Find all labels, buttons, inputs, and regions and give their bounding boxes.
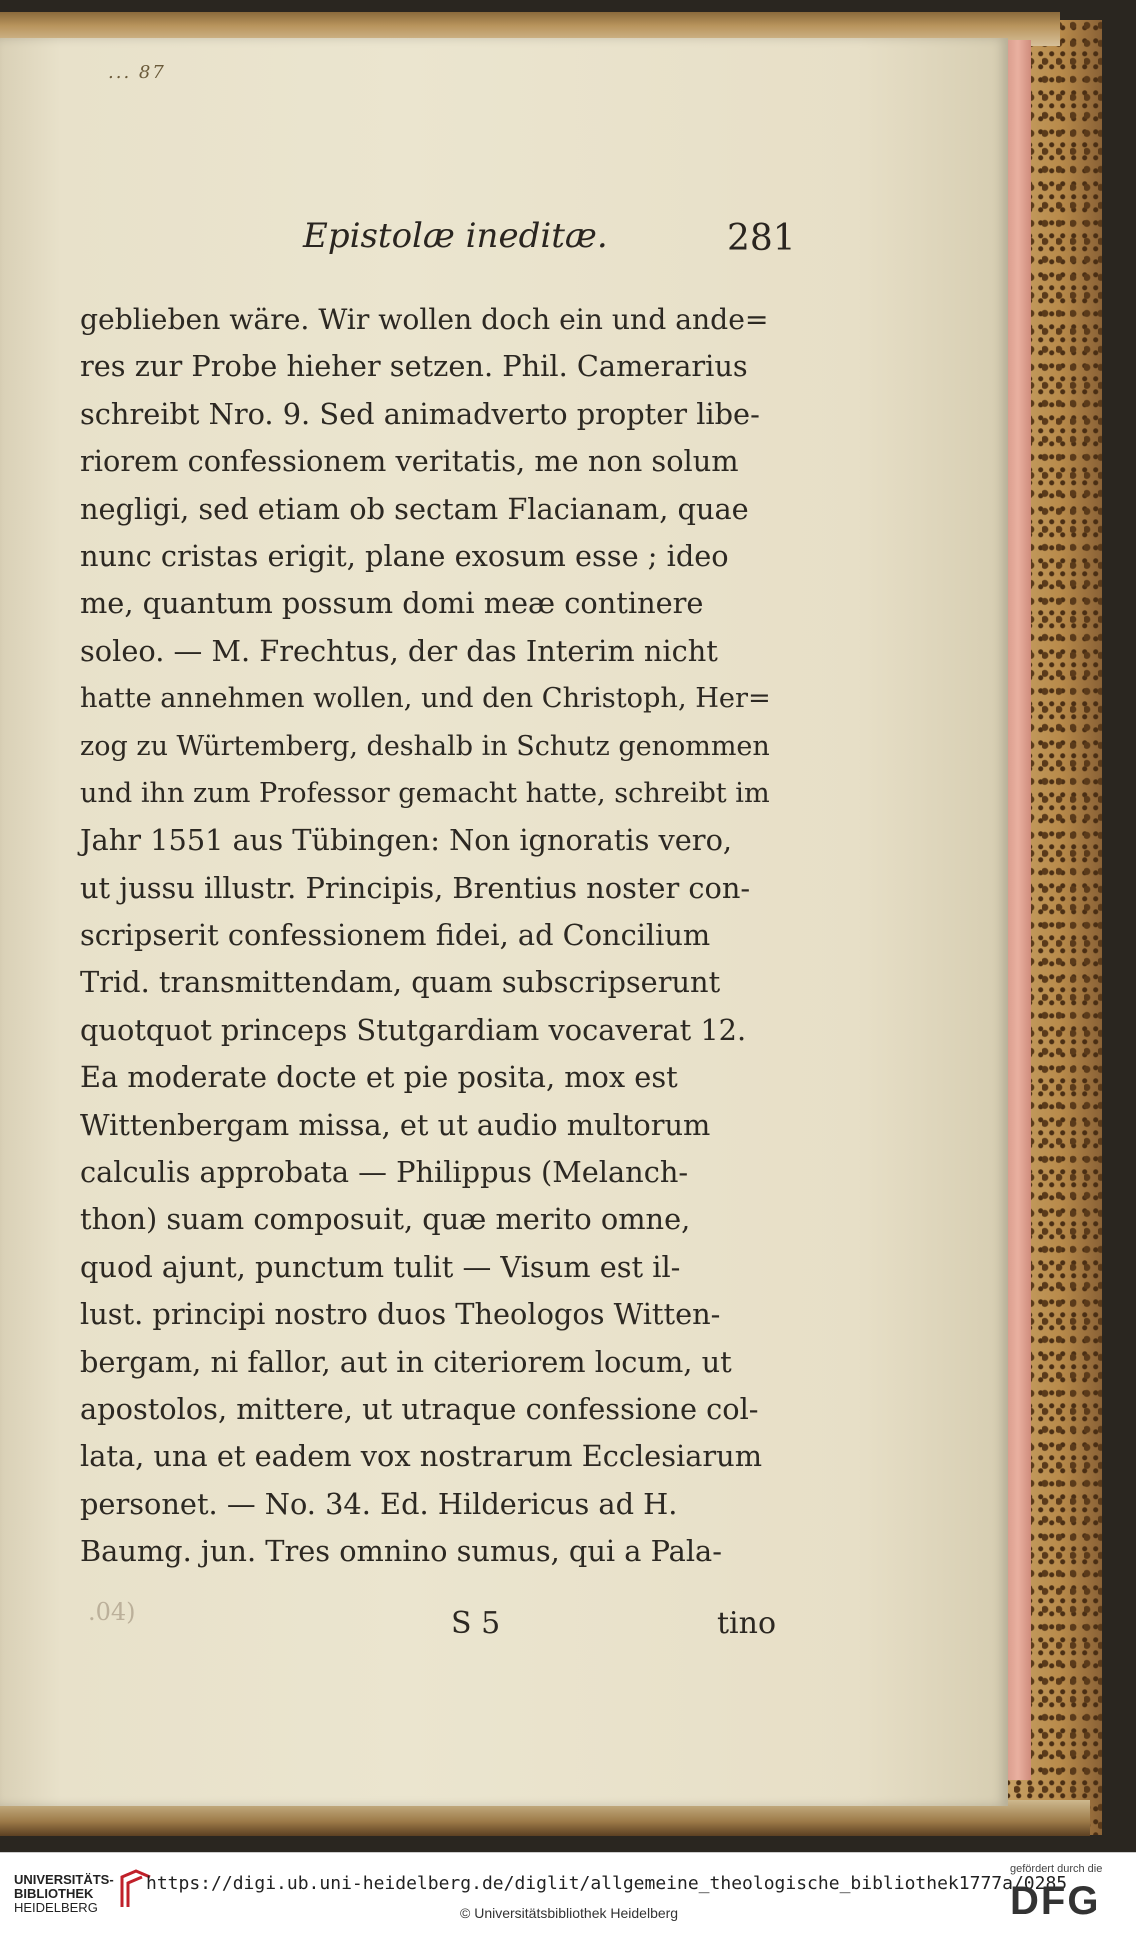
library-banner (0, 1852, 1136, 1934)
text-line: zog zu Würtemberg, deshalb in Schutz genommen (80, 730, 770, 762)
page-number: 281 (727, 218, 796, 259)
text-line: scripserit confessionem fidei, ad Concilium (80, 918, 711, 953)
text-line: quotquot princeps Stutgardiam vocaverat 12. (80, 1012, 747, 1047)
corner-note: ... 87 (108, 62, 166, 83)
text-line: calculis approbata — Philippus (Melanch- (80, 1155, 689, 1190)
body-text (80, 296, 800, 1576)
running-title: Epistolæ ineditæ. (303, 216, 608, 256)
text-line: lata, una et eadem vox nostrarum Ecclesiarum (80, 1439, 762, 1474)
permalink-url[interactable]: https://digi.ub.uni-heidelberg.de/diglit/allgemeine_theologische_bibliothek1777a/0285 (146, 1873, 1068, 1894)
text-line: Jahr 1551 aus Tübingen: Non ignoratis vero, (80, 823, 733, 858)
text-line: und ihn zum Professor gemacht hatte, schreibt im (80, 777, 770, 809)
uni-line-1: UNIVERSITÄTS- (14, 1872, 114, 1887)
text-line: quod ajunt, punctum tulit — Visum est il- (80, 1249, 681, 1284)
text-line: riorem confessionem veritatis, me non solum (80, 444, 739, 479)
text-line: negligi, sed etiam ob sectam Flacianam, quae (80, 491, 749, 526)
text-line: apostolos, mittere, ut utraque confessione col- (80, 1391, 759, 1426)
text-line: Trid. transmittendam, quam subscripserunt (80, 965, 721, 1000)
text-line: res zur Probe hieher setzen. Phil. Camerarius (80, 349, 748, 384)
copyright-notice: © Universitätsbibliothek Heidelberg (460, 1905, 679, 1921)
text-line: thon) suam composuit, quæ merito omne, (80, 1202, 691, 1237)
funded-by-label: gefördert durch die (1010, 1863, 1103, 1875)
faint-mark: .04) (88, 1598, 136, 1626)
book-page (0, 38, 1008, 1806)
text-line: hatte annehmen wollen, und den Christoph, Her= (80, 683, 771, 715)
text-line: schreibt Nro. 9. Sed animadverto propter libe- (80, 396, 760, 431)
uni-line-2: BIBLIOTHEK (14, 1886, 94, 1901)
text-line: nunc cristas erigit, plane exosum esse ; ideo (80, 538, 729, 573)
text-line: bergam, ni fallor, aut in citeriorem locum, ut (80, 1344, 732, 1379)
text-line: personet. — No. 34. Ed. Hildericus ad H. (80, 1486, 678, 1521)
uni-line-3: HEIDELBERG (14, 1900, 98, 1915)
text-line: me, quantum possum domi meæ continere (80, 586, 704, 621)
text-line: Ea moderate docte et pie posita, mox est (80, 1060, 678, 1095)
text-line: soleo. — M. Frechtus, der das Interim nicht (80, 633, 718, 668)
dfg-logo: DFG (1010, 1879, 1101, 1923)
text-line: geblieben wäre. Wir wollen doch ein und ande= (80, 303, 769, 336)
running-header (0, 178, 1008, 259)
red-page-edge (1005, 40, 1031, 1780)
text-line: Wittenbergam missa, et ut audio multorum (80, 1107, 711, 1142)
signature-mark: S 5 (451, 1606, 501, 1641)
text-line: lust. principi nostro duos Theologos Witten- (80, 1297, 721, 1332)
university-library-name (14, 1873, 114, 1915)
text-line: Baumg. jun. Tres omnino sumus, qui a Pala- (80, 1534, 722, 1569)
catchword: tino (717, 1606, 777, 1641)
text-line: ut jussu illustr. Principis, Brentius noster con- (80, 870, 751, 905)
